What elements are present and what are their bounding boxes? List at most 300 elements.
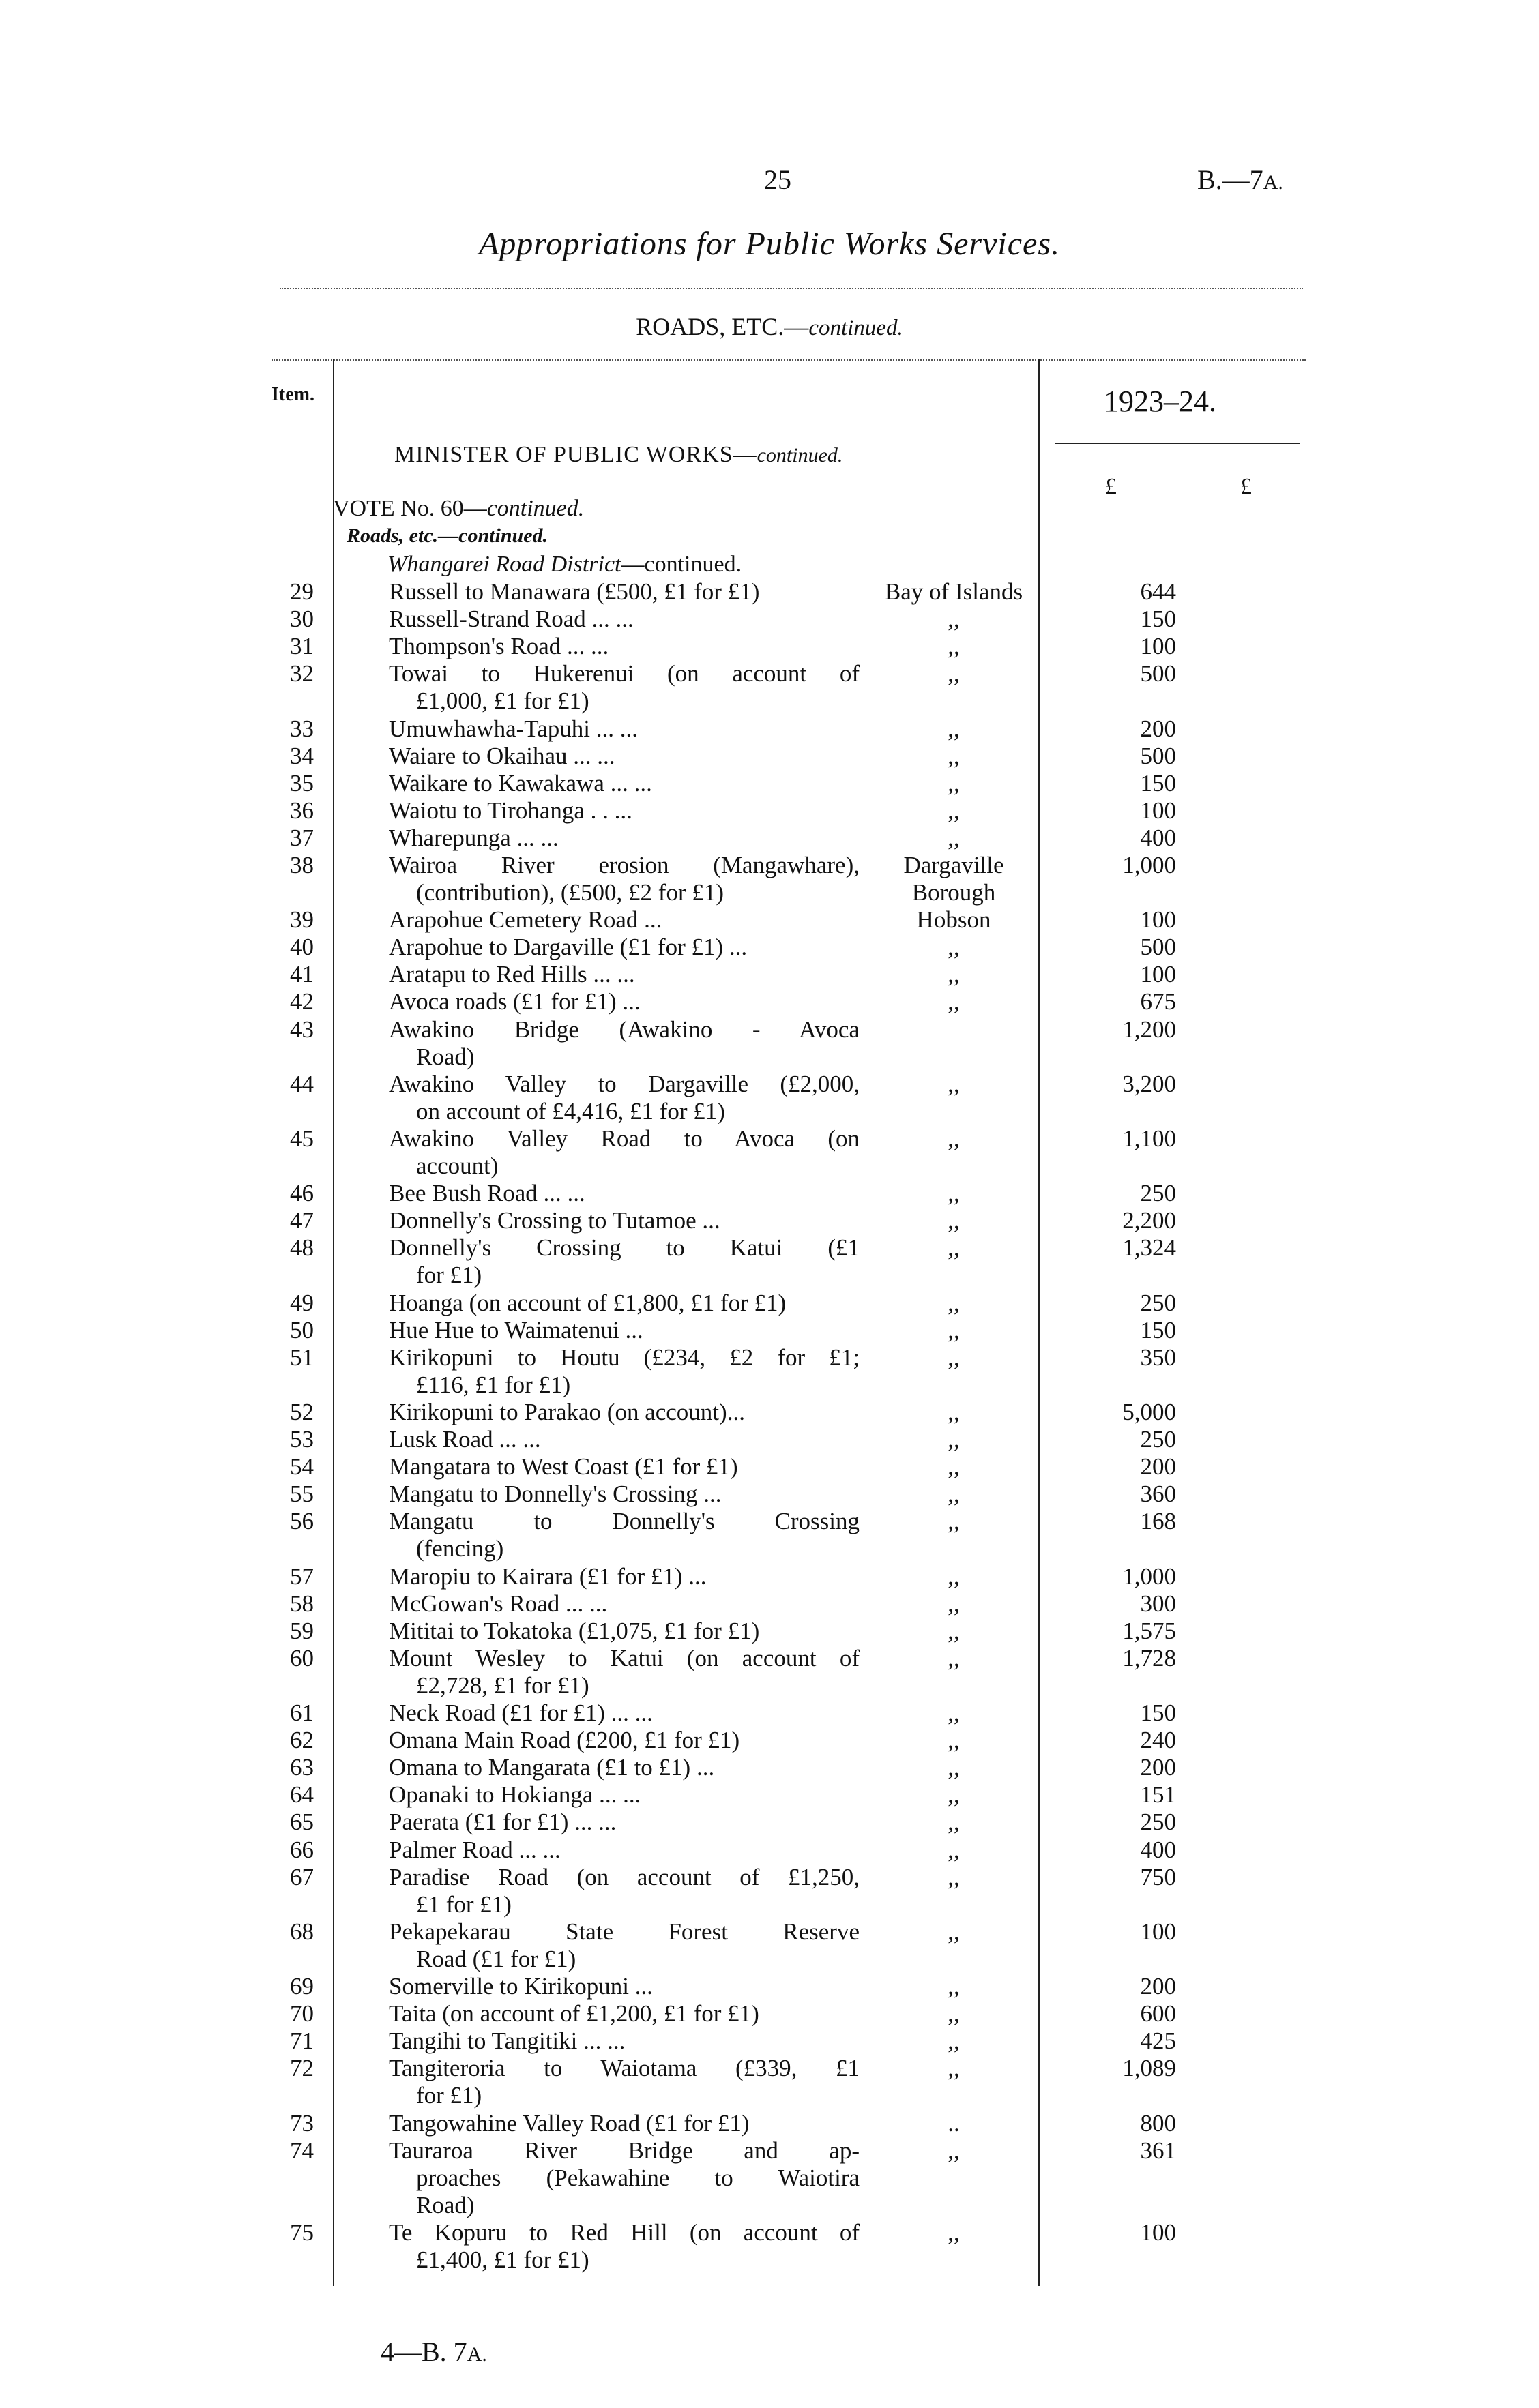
description-line: Mount Wesley to Katui (on account of [389, 1645, 860, 1671]
district-name [873, 2055, 1034, 2082]
district-line: Dargaville [903, 852, 1004, 878]
description-line: account) [416, 1153, 499, 1179]
district-line: ,, [948, 1618, 960, 1644]
description-line: Russell-Strand Road ... ... [389, 606, 634, 632]
amount: 1,089 [1122, 2055, 1176, 2081]
district-line: ,, [948, 1973, 960, 2000]
item-description [389, 2055, 860, 2109]
district-line: ,, [948, 934, 960, 960]
district-line: ,, [948, 1727, 960, 1753]
description-line: Tangiteroria to Waiotama (£339, £1 [389, 2055, 860, 2081]
district-line: ,, [948, 1481, 960, 1507]
district-line: ,, [948, 988, 960, 1015]
amount: 100 [1140, 633, 1176, 659]
description-line: Paerata (£1 for £1) ... ... [389, 1809, 617, 1835]
description-line: Neck Road (£1 for £1) ... ... [389, 1699, 653, 1726]
page-code-main: B.—7 [1197, 164, 1263, 195]
item-description [389, 660, 860, 715]
item-description [389, 1290, 860, 1317]
item-number: 67 [290, 1864, 314, 1890]
description-line: Arapohue to Dargaville (£1 for £1) ... [389, 934, 748, 960]
item-description [389, 633, 860, 660]
district-name [873, 1207, 1034, 1234]
description-line: Tangowahine Valley Road (£1 for £1) [389, 2110, 750, 2137]
description-line: £116, £1 for £1) [416, 1371, 571, 1398]
district-name [873, 1809, 1034, 1836]
description-line: Maropiu to Kairara (£1 for £1) ... [389, 1563, 707, 1590]
item-number: 45 [290, 1125, 314, 1152]
item-description [389, 961, 860, 988]
item-description [389, 2027, 860, 2055]
district-line: .. [948, 2110, 960, 2137]
item-description [389, 1590, 860, 1618]
item-description [389, 824, 860, 852]
item-number: 44 [290, 1071, 314, 1097]
page-code-small: A. [1263, 171, 1283, 194]
item-description [389, 1426, 860, 1453]
footer-main: 4—B. 7 [381, 2336, 467, 2367]
description-line: Pekapekarau State Forest Reserve [389, 1918, 860, 1945]
description-line: £2,728, £1 for £1) [416, 1672, 589, 1699]
item-number: 41 [290, 961, 314, 987]
district-line: Bay of Islands [884, 578, 1023, 605]
district-line: ,, [948, 770, 960, 797]
item-description [389, 2000, 860, 2027]
district-line: ,, [948, 1290, 960, 1316]
amount: 250 [1140, 1290, 1176, 1316]
district-name [873, 1180, 1034, 1207]
amount: 400 [1140, 824, 1176, 851]
district-line: ,, [948, 606, 960, 632]
header-top-rule [272, 359, 1306, 361]
amount: 1,000 [1122, 1563, 1176, 1590]
item-description [389, 2219, 860, 2274]
item-number: 56 [290, 1508, 314, 1534]
amount: 200 [1140, 715, 1176, 742]
item-number: 72 [290, 2055, 314, 2081]
district-line: ,, [948, 961, 960, 987]
description-line: £1,000, £1 for £1) [416, 687, 589, 714]
item-number: 34 [290, 743, 314, 769]
item-number: 64 [290, 1781, 314, 1808]
item-number: 68 [290, 1918, 314, 1945]
district-line: ,, [948, 1864, 960, 1890]
district-name [873, 1699, 1034, 1727]
minister-heading [394, 442, 842, 468]
amount-column-divider [1038, 359, 1040, 2286]
description-line: Awakino Valley to Dargaville (£2,000, [389, 1071, 860, 1097]
item-description [389, 1207, 860, 1234]
district-name [873, 1508, 1034, 1535]
roads-subheading: Roads, etc.—continued. [347, 524, 548, 547]
vote-heading [333, 496, 584, 522]
item-description [389, 606, 860, 633]
district-line: Hobson [916, 906, 991, 933]
district-line: ,, [948, 797, 960, 824]
item-description [389, 2137, 860, 2219]
district-name [873, 1727, 1034, 1754]
district-line: ,, [948, 2137, 960, 2164]
district-name [873, 1481, 1034, 1508]
amount: 100 [1140, 961, 1176, 987]
item-number: 63 [290, 1754, 314, 1781]
district-name [873, 1754, 1034, 1781]
description-line: Kirikopuni to Parakao (on account)... [389, 1399, 745, 1425]
item-number: 51 [290, 1344, 314, 1371]
district-line: ,, [948, 1590, 960, 1617]
item-number: 73 [290, 2110, 314, 2137]
minister-heading-cont: continued. [757, 444, 843, 466]
item-number: 70 [290, 2000, 314, 2027]
item-description [389, 1781, 860, 1809]
item-description [389, 1317, 860, 1344]
item-number: 53 [290, 1426, 314, 1453]
district-line: ,, [948, 1399, 960, 1425]
district-name [873, 1864, 1034, 1891]
amount: 168 [1140, 1508, 1176, 1534]
district-line: ,, [948, 1234, 960, 1261]
district-name [873, 1290, 1034, 1317]
item-description [389, 743, 860, 770]
amount: 361 [1140, 2137, 1176, 2164]
amount: 150 [1140, 1317, 1176, 1343]
district-line: ,, [948, 1563, 960, 1590]
district-name [873, 1071, 1034, 1098]
description-line: Bee Bush Road ... ... [389, 1180, 585, 1206]
amount: 100 [1140, 797, 1176, 824]
district-line: ,, [948, 1809, 960, 1835]
district-line: ,, [948, 824, 960, 851]
description-line: Mangatara to West Coast (£1 for £1) [389, 1453, 738, 1480]
amount: 1,200 [1122, 1016, 1176, 1043]
district-name [873, 606, 1034, 633]
item-number: 48 [290, 1234, 314, 1261]
amount: 800 [1140, 2110, 1176, 2137]
district-line: ,, [948, 2219, 960, 2246]
district-line: ,, [948, 1754, 960, 1781]
district-name [873, 2027, 1034, 2055]
district-line: ,, [948, 1918, 960, 1945]
amount: 600 [1140, 2000, 1176, 2027]
item-description [389, 1699, 860, 1727]
item-number: 38 [290, 852, 314, 878]
district-name [873, 824, 1034, 852]
amount: 350 [1140, 1344, 1176, 1371]
description-line: Omana to Mangarata (£1 to £1) ... [389, 1754, 715, 1781]
item-number: 62 [290, 1727, 314, 1753]
item-number: 58 [290, 1590, 314, 1617]
district-name [873, 578, 1034, 606]
item-number: 50 [290, 1317, 314, 1343]
district-name [873, 852, 1034, 906]
description-line: (contribution), (£500, £2 for £1) [416, 879, 724, 906]
amount: 100 [1140, 1918, 1176, 1945]
district-name [873, 1125, 1034, 1153]
amount: 1,324 [1122, 1234, 1176, 1261]
district-name [873, 988, 1034, 1015]
description-line: (fencing) [416, 1535, 504, 1562]
item-description [389, 1864, 860, 1918]
description-line: Waiare to Okaihau ... ... [389, 743, 615, 769]
description-line: Paradise Road (on account of £1,250, [389, 1864, 860, 1890]
pound-header-1: £ [1105, 474, 1117, 499]
item-description [389, 770, 860, 797]
description-line: Road (£1 for £1) [416, 1946, 576, 1972]
description-line: Te Kopuru to Red Hill (on account of [389, 2219, 860, 2246]
district-line: ,, [948, 1344, 960, 1371]
item-number: 71 [290, 2027, 314, 2054]
amount: 151 [1140, 1781, 1176, 1808]
description-line: Umuwhawha-Tapuhi ... ... [389, 715, 638, 742]
description-line: Arapohue Cemetery Road ... [389, 906, 662, 933]
page-title: Appropriations for Public Works Services. [478, 226, 1061, 262]
district-name [873, 1837, 1034, 1864]
amount: 2,200 [1122, 1207, 1176, 1234]
district-heading [387, 552, 742, 578]
vote-heading-cont: continued. [486, 496, 585, 521]
district-name: Whangarei Road District [387, 552, 621, 577]
amount: 250 [1140, 1180, 1176, 1206]
amount: 360 [1140, 1481, 1176, 1507]
description-line: Awakino Valley Road to Avoca (on [389, 1125, 860, 1152]
item-number: 30 [290, 606, 314, 632]
item-description [389, 1481, 860, 1508]
amount: 1,728 [1122, 1645, 1176, 1671]
item-number: 32 [290, 660, 314, 687]
description-line: Russell to Manawara (£500, £1 for £1) [389, 578, 760, 605]
district-line: ,, [948, 1837, 960, 1863]
description-line: Donnelly's Crossing to Tutamoe ... [389, 1207, 720, 1234]
district-name [873, 1563, 1034, 1590]
page-number: 25 [764, 164, 791, 195]
item-description [389, 1618, 860, 1645]
description-line: Donnelly's Crossing to Katui (£1 [389, 1234, 860, 1261]
item-number: 74 [290, 2137, 314, 2164]
amount: 100 [1140, 2219, 1176, 2246]
item-number: 40 [290, 934, 314, 960]
item-number: 31 [290, 633, 314, 659]
amount: 750 [1140, 1864, 1176, 1890]
item-number: 66 [290, 1837, 314, 1863]
item-number: 59 [290, 1618, 314, 1644]
description-line: Mangatu to Donnelly's Crossing ... [389, 1481, 722, 1507]
item-number: 46 [290, 1180, 314, 1206]
amount: 200 [1140, 1453, 1176, 1480]
district-name [873, 1317, 1034, 1344]
description-line: for £1) [416, 2082, 482, 2109]
description-line: Lusk Road ... ... [389, 1426, 541, 1453]
amount: 150 [1140, 1699, 1176, 1726]
description-line: Wairoa River erosion (Mangawhare), [389, 852, 860, 878]
description-line: for £1) [416, 1262, 482, 1288]
district-line: ,, [948, 1180, 960, 1206]
item-number: 65 [290, 1809, 314, 1835]
district-name [873, 797, 1034, 824]
page-code [1197, 164, 1283, 196]
description-line: Somerville to Kirikopuni ... [389, 1973, 653, 2000]
description-line: Wharepunga ... ... [389, 824, 559, 851]
description-line: Hoanga (on account of £1,800, £1 for £1) [389, 1290, 787, 1316]
item-description [389, 1234, 860, 1289]
item-description [389, 1727, 860, 1754]
district-name [873, 1645, 1034, 1672]
description-line: Avoca roads (£1 for £1) ... [389, 988, 641, 1015]
amount: 675 [1140, 988, 1176, 1015]
description-line: Kirikopuni to Houtu (£234, £2 for £1; [389, 1344, 860, 1371]
district-line: ,, [948, 1508, 960, 1534]
district-name [873, 1918, 1034, 1946]
item-description [389, 1016, 860, 1071]
description-line: Thompson's Road ... ... [389, 633, 609, 659]
district-name [873, 660, 1034, 687]
item-description [389, 988, 860, 1015]
description-line: McGowan's Road ... ... [389, 1590, 608, 1617]
district-line: Borough [911, 879, 996, 906]
title-rule [280, 288, 1303, 289]
description-line: Tangihi to Tangitiki ... ... [389, 2027, 626, 2054]
amount: 100 [1140, 906, 1176, 933]
amount: 425 [1140, 2027, 1176, 2054]
district-line: ,, [948, 1207, 960, 1234]
item-column-header: Item. [272, 384, 314, 405]
district-line: ,, [948, 1645, 960, 1671]
section-heading [0, 312, 1539, 341]
item-number: 61 [290, 1699, 314, 1726]
year-rule [1055, 443, 1300, 444]
district-name [873, 715, 1034, 743]
district-line: ,, [948, 1317, 960, 1343]
district-name [873, 1973, 1034, 2000]
district-name [873, 633, 1034, 660]
amount: 644 [1140, 578, 1176, 605]
item-column-divider [333, 359, 334, 2286]
district-name [873, 1399, 1034, 1426]
item-description [389, 1809, 860, 1836]
amount: 1,000 [1122, 852, 1176, 878]
district-name [873, 1234, 1034, 1262]
amount: 500 [1140, 743, 1176, 769]
district-line: ,, [948, 2027, 960, 2054]
description-line: Mangatu to Donnelly's Crossing [389, 1508, 860, 1534]
item-description [389, 1754, 860, 1781]
item-description [389, 852, 860, 906]
description-line: Aratapu to Red Hills ... ... [389, 961, 635, 987]
amount: 150 [1140, 770, 1176, 797]
description-line: £1,400, £1 for £1) [416, 2246, 589, 2273]
description-line: Road) [416, 2192, 475, 2218]
minister-heading-main: MINISTER OF PUBLIC WORKS— [394, 442, 757, 467]
year-header: 1923–24. [1104, 385, 1216, 418]
amount: 1,575 [1122, 1618, 1176, 1644]
section-heading-cont: continued. [808, 316, 903, 340]
item-number: 57 [290, 1563, 314, 1590]
pound-header-2: £ [1240, 474, 1252, 499]
district-name [873, 934, 1034, 961]
item-number: 35 [290, 770, 314, 797]
district-line: ,, [948, 1426, 960, 1453]
amount: 1,100 [1122, 1125, 1176, 1152]
district-line: ,, [948, 1781, 960, 1808]
item-description [389, 1973, 860, 2000]
item-description [389, 797, 860, 824]
district-line: ,, [948, 1453, 960, 1480]
amount: 250 [1140, 1809, 1176, 1835]
district-name [873, 906, 1034, 934]
district-name [873, 770, 1034, 797]
item-description [389, 934, 860, 961]
item-description [389, 1837, 860, 1864]
amount: 200 [1140, 1973, 1176, 2000]
item-number: 43 [290, 1016, 314, 1043]
item-description [389, 1563, 860, 1590]
district-name [873, 743, 1034, 770]
district-line: ,, [948, 743, 960, 769]
footer-small: A. [467, 2343, 487, 2366]
amount: 150 [1140, 606, 1176, 632]
district-name [873, 2000, 1034, 2027]
district-line: ,, [948, 2055, 960, 2081]
district-cont: —continued. [621, 552, 742, 577]
description-line: Waiotu to Tirohanga . . ... [389, 797, 632, 824]
district-name [873, 961, 1034, 988]
item-description [389, 1180, 860, 1207]
item-description [389, 1344, 860, 1399]
item-description [389, 1125, 860, 1180]
description-line: Road) [416, 1043, 475, 1070]
district-name [873, 1781, 1034, 1809]
item-number: 49 [290, 1290, 314, 1316]
item-description [389, 2110, 860, 2137]
description-line: Towai to Hukerenui (on account of [389, 660, 860, 687]
amount: 400 [1140, 1837, 1176, 1863]
district-line: ,, [948, 1071, 960, 1097]
district-name [873, 1344, 1034, 1371]
item-description [389, 906, 860, 934]
description-line: Waikare to Kawakawa ... ... [389, 770, 652, 797]
vote-heading-main: VOTE No. 60— [333, 496, 487, 521]
item-number: 33 [290, 715, 314, 742]
description-line: Opanaki to Hokianga ... ... [389, 1781, 641, 1808]
description-line: Tauraroa River Bridge and ap- [389, 2137, 860, 2164]
description-line: Hue Hue to Waimatenui ... [389, 1317, 643, 1343]
district-line: ,, [948, 1125, 960, 1152]
footer-signature [381, 2336, 487, 2368]
district-name [873, 1453, 1034, 1481]
district-name [873, 1426, 1034, 1453]
district-line: ,, [948, 1699, 960, 1726]
item-number: 42 [290, 988, 314, 1015]
item-number: 69 [290, 1973, 314, 2000]
amount: 200 [1140, 1754, 1176, 1781]
district-line: ,, [948, 715, 960, 742]
item-number: 36 [290, 797, 314, 824]
section-heading-main: ROADS, ETC.— [636, 313, 809, 340]
district-name [873, 1590, 1034, 1618]
item-description [389, 578, 860, 606]
description-line: Awakino Bridge (Awakino - Avoca [389, 1016, 860, 1043]
description-line: Mititai to Tokatoka (£1,075, £1 for £1) [389, 1618, 760, 1644]
district-name [873, 2219, 1034, 2246]
district-line: ,, [948, 660, 960, 687]
item-number: 52 [290, 1399, 314, 1425]
district-name [873, 2110, 1034, 2137]
amount: 3,200 [1122, 1071, 1176, 1097]
description-line: proaches (Pekawahine to Waiotira [416, 2165, 860, 2191]
district-name [873, 2137, 1034, 2165]
item-number: 29 [290, 578, 314, 605]
item-number: 60 [290, 1645, 314, 1671]
item-number: 75 [290, 2219, 314, 2246]
